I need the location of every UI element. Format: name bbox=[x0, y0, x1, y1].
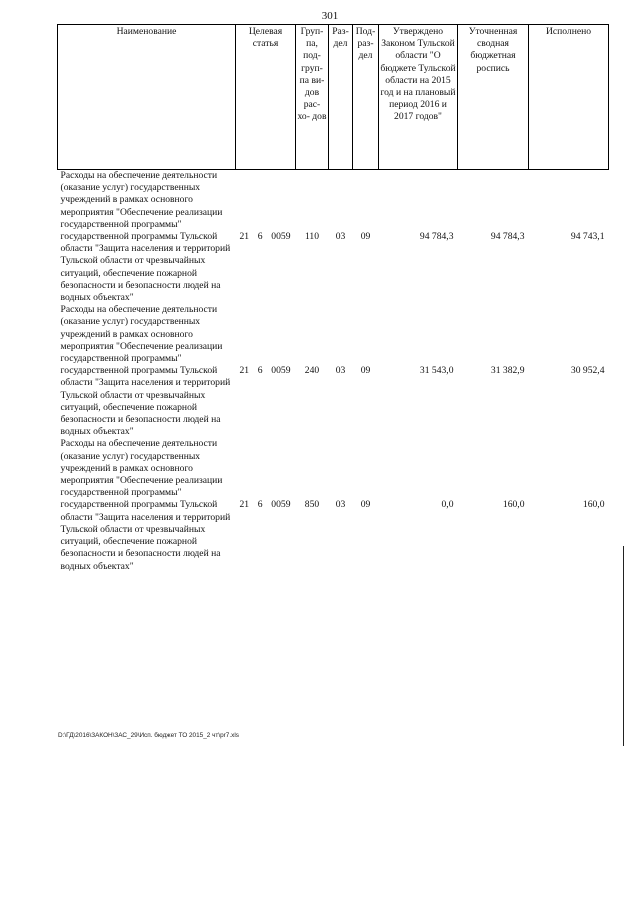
target-direction: 0059 bbox=[271, 365, 291, 377]
column-header-approved: Утверждено Законом Тульской области "О бюджете Тульской области на 2015 год и на плановый период 2016 и 2017 годов" bbox=[379, 25, 458, 170]
row-section: 03 bbox=[335, 231, 346, 243]
row-section: 03 bbox=[335, 499, 346, 511]
row-approved: 31 543,0 bbox=[419, 365, 454, 377]
row-executed: 30 952,4 bbox=[570, 365, 605, 377]
row-name: Расходы на обеспечение деятельности (оказание услуг) государственных учреждений в рамках основного мероприятия "Обеспечение реализации государственной программы" государственной программы Тульской области "Защита населения и территорий Тульской области от чрезвычайных ситуаций, обеспечение пожарной безопасности и безопасности людей на водных объектах" bbox=[60, 438, 231, 572]
column-header-target-article: Целевая статья bbox=[236, 25, 296, 170]
column-header-subsection: Под- раз- дел bbox=[353, 25, 379, 170]
target-program: 21 bbox=[239, 499, 250, 511]
row-name: Расходы на обеспечение деятельности (оказание услуг) государственных учреждений в рамках основного мероприятия "Обеспечение реализации государственной программы" государственной программы Тульской области "Защита населения и территорий Тульской области от чрезвычайных ситуаций, обеспечение пожарной безопасности и безопасности людей на водных объектах" bbox=[60, 170, 231, 304]
row-target-article bbox=[236, 304, 296, 438]
row-refined: 31 382,9 bbox=[490, 365, 525, 377]
row-target-article bbox=[236, 170, 296, 305]
column-header-expense-group: Груп- па, под- груп- па ви- дов рас- хо- дов bbox=[296, 25, 329, 170]
row-approved: 0,0 bbox=[441, 499, 454, 511]
row-executed: 94 743,1 bbox=[570, 231, 605, 243]
file-path-footer: D:\ГД\2016\ЗАКОН\ЗАС_29\Исп. бюджет ТО 2015_2 чт\pr7.xls bbox=[58, 732, 239, 739]
row-expense-group: 110 bbox=[304, 231, 320, 243]
column-header-refined: Уточненная сводная бюджетная роспись bbox=[458, 25, 529, 170]
row-subsection: 09 bbox=[360, 499, 371, 511]
row-subsection: 09 bbox=[360, 231, 371, 243]
table-row bbox=[58, 170, 609, 305]
target-subprogram: 6 bbox=[257, 499, 263, 511]
target-program: 21 bbox=[239, 365, 250, 377]
row-expense-group: 240 bbox=[304, 365, 320, 377]
table-row bbox=[58, 304, 609, 438]
target-program: 21 bbox=[239, 231, 250, 243]
row-refined: 160,0 bbox=[502, 499, 525, 511]
row-refined: 94 784,3 bbox=[490, 231, 525, 243]
row-approved: 94 784,3 bbox=[419, 231, 454, 243]
column-header-executed: Исполнено bbox=[529, 25, 609, 170]
row-expense-group: 850 bbox=[304, 499, 320, 511]
row-section: 03 bbox=[335, 365, 346, 377]
row-executed: 160,0 bbox=[582, 499, 605, 511]
column-header-name: Наименование bbox=[58, 25, 236, 170]
column-header-section: Раз- дел bbox=[329, 25, 353, 170]
table-row bbox=[58, 438, 609, 572]
page-number: 301 bbox=[321, 10, 339, 22]
target-subprogram: 6 bbox=[257, 365, 263, 377]
row-subsection: 09 bbox=[360, 365, 371, 377]
target-direction: 0059 bbox=[271, 231, 291, 243]
row-name: Расходы на обеспечение деятельности (оказание услуг) государственных учреждений в рамках основного мероприятия "Обеспечение реализации государственной программы" государственной программы Тульской области "Защита населения и территорий Тульской области от чрезвычайных ситуаций, обеспечение пожарной безопасности и безопасности людей на водных объектах" bbox=[60, 304, 231, 438]
target-subprogram: 6 bbox=[257, 231, 263, 243]
budget-table bbox=[57, 24, 609, 573]
target-direction: 0059 bbox=[271, 499, 291, 511]
margin-scan-line bbox=[623, 546, 624, 746]
row-target-article bbox=[236, 438, 296, 572]
table-header-row bbox=[58, 25, 609, 170]
